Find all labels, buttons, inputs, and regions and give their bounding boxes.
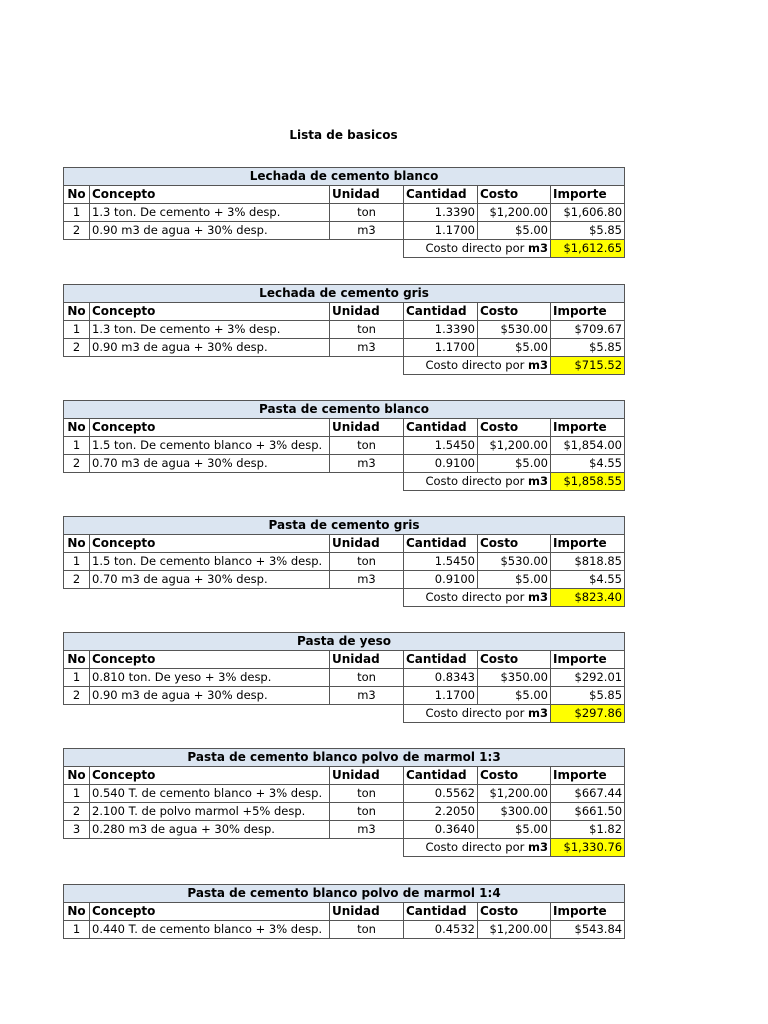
total-label-cell [404,357,551,375]
total-label-cell [404,839,551,857]
total-label: Costo directo por [425,840,525,854]
cell-cantidad: 0.5562 [404,785,478,803]
cell-unidad: m3 [330,687,404,705]
cell-no: 1 [64,321,90,339]
column-header-concepto: Concepto [90,535,330,553]
table-title: Pasta de cemento blanco polvo de marmol 1:4 [64,885,625,903]
column-header-costo: Costo [478,535,551,553]
cell-importe: $292.01 [551,669,625,687]
table-header-row [64,419,625,437]
cost-table [63,884,625,939]
column-header-cantidad: Cantidad [404,419,478,437]
cell-unidad: ton [330,553,404,571]
cell-concepto: 1.3 ton. De cemento + 3% desp. [90,204,330,222]
column-header-no: No [64,767,90,785]
total-label: Costo directo por [425,474,525,488]
total-spacer [64,473,404,491]
total-unit: m3 [528,840,548,854]
total-label-cell [404,473,551,491]
column-header-concepto: Concepto [90,903,330,921]
table-title-row [64,401,625,419]
total-row [64,473,625,491]
cost-table [63,284,625,375]
table-title-row [64,749,625,767]
column-header-concepto: Concepto [90,303,330,321]
total-value: $715.52 [551,357,625,375]
cell-no: 2 [64,222,90,240]
column-header-cantidad: Cantidad [404,651,478,669]
column-header-importe: Importe [551,303,625,321]
table-header-row [64,903,625,921]
total-spacer [64,240,404,258]
cell-importe: $818.85 [551,553,625,571]
cell-cantidad: 1.5450 [404,437,478,455]
table-row [64,687,625,705]
column-header-no: No [64,419,90,437]
cell-importe: $5.85 [551,687,625,705]
cell-concepto: 1.5 ton. De cemento blanco + 3% desp. [90,437,330,455]
total-unit: m3 [528,358,548,372]
cost-table [63,167,625,258]
cell-no: 2 [64,339,90,357]
column-header-costo: Costo [478,651,551,669]
cell-unidad: m3 [330,821,404,839]
table-title: Pasta de cemento blanco polvo de marmol 1:3 [64,749,625,767]
cell-concepto: 0.90 m3 de agua + 30% desp. [90,339,330,357]
cell-costo: $1,200.00 [478,785,551,803]
cell-no: 1 [64,785,90,803]
column-header-importe: Importe [551,535,625,553]
cell-cantidad: 1.1700 [404,687,478,705]
cell-unidad: ton [330,921,404,939]
total-label: Costo directo por [425,358,525,372]
cell-no: 2 [64,571,90,589]
table-row [64,204,625,222]
table-row [64,437,625,455]
cell-concepto: 0.280 m3 de agua + 30% desp. [90,821,330,839]
table-block [63,516,624,607]
cell-costo: $530.00 [478,553,551,571]
table-row [64,921,625,939]
cost-table [63,516,625,607]
cell-concepto: 0.90 m3 de agua + 30% desp. [90,222,330,240]
cell-cantidad: 0.4532 [404,921,478,939]
column-header-unidad: Unidad [330,186,404,204]
cell-costo: $350.00 [478,669,551,687]
total-spacer [64,589,404,607]
column-header-costo: Costo [478,186,551,204]
cell-unidad: m3 [330,339,404,357]
table-title-row [64,285,625,303]
cell-costo: $5.00 [478,455,551,473]
total-unit: m3 [528,241,548,255]
total-row [64,839,625,857]
table-title: Pasta de cemento gris [64,517,625,535]
cell-cantidad: 0.9100 [404,571,478,589]
table-row [64,321,625,339]
column-header-cantidad: Cantidad [404,186,478,204]
cell-no: 2 [64,687,90,705]
total-row [64,357,625,375]
table-row [64,821,625,839]
table-block [63,400,624,491]
column-header-costo: Costo [478,303,551,321]
cell-unidad: ton [330,803,404,821]
cell-importe: $5.85 [551,339,625,357]
total-value: $297.86 [551,705,625,723]
cell-cantidad: 0.8343 [404,669,478,687]
cell-importe: $4.55 [551,455,625,473]
column-header-concepto: Concepto [90,651,330,669]
table-row [64,803,625,821]
column-header-cantidad: Cantidad [404,535,478,553]
column-header-unidad: Unidad [330,303,404,321]
cell-importe: $661.50 [551,803,625,821]
cell-unidad: ton [330,204,404,222]
cell-no: 3 [64,821,90,839]
total-row [64,240,625,258]
total-unit: m3 [528,474,548,488]
column-header-importe: Importe [551,419,625,437]
total-value: $823.40 [551,589,625,607]
total-value: $1,858.55 [551,473,625,491]
column-header-unidad: Unidad [330,535,404,553]
cell-cantidad: 1.5450 [404,553,478,571]
total-spacer [64,705,404,723]
cell-unidad: ton [330,437,404,455]
cell-costo: $5.00 [478,687,551,705]
column-header-no: No [64,651,90,669]
cell-no: 2 [64,803,90,821]
table-title: Pasta de yeso [64,633,625,651]
column-header-costo: Costo [478,903,551,921]
table-header-row [64,535,625,553]
cell-importe: $5.85 [551,222,625,240]
total-unit: m3 [528,706,548,720]
table-block [63,632,624,723]
cell-importe: $1,854.00 [551,437,625,455]
column-header-no: No [64,186,90,204]
total-label-cell [404,240,551,258]
cell-importe: $1.82 [551,821,625,839]
cell-unidad: m3 [330,222,404,240]
cell-cantidad: 0.9100 [404,455,478,473]
cell-unidad: ton [330,785,404,803]
cell-importe: $709.67 [551,321,625,339]
cost-table [63,400,625,491]
cell-concepto: 2.100 T. de polvo marmol +5% desp. [90,803,330,821]
column-header-unidad: Unidad [330,651,404,669]
cell-cantidad: 2.2050 [404,803,478,821]
cell-no: 2 [64,455,90,473]
cell-cantidad: 1.1700 [404,222,478,240]
cell-concepto: 0.810 ton. De yeso + 3% desp. [90,669,330,687]
column-header-costo: Costo [478,419,551,437]
column-header-concepto: Concepto [90,186,330,204]
table-block [63,884,624,939]
column-header-unidad: Unidad [330,903,404,921]
total-label-cell [404,705,551,723]
column-header-unidad: Unidad [330,419,404,437]
column-header-concepto: Concepto [90,419,330,437]
table-row [64,553,625,571]
column-header-no: No [64,303,90,321]
column-header-cantidad: Cantidad [404,903,478,921]
column-header-costo: Costo [478,767,551,785]
total-label-cell [404,589,551,607]
cell-costo: $300.00 [478,803,551,821]
cost-table [63,632,625,723]
total-spacer [64,839,404,857]
table-header-row [64,767,625,785]
cell-no: 1 [64,669,90,687]
total-value: $1,330.76 [551,839,625,857]
column-header-cantidad: Cantidad [404,767,478,785]
table-row [64,785,625,803]
column-header-importe: Importe [551,186,625,204]
cell-costo: $530.00 [478,321,551,339]
cell-no: 1 [64,553,90,571]
table-block [63,167,624,258]
cell-concepto: 0.540 T. de cemento blanco + 3% desp. [90,785,330,803]
cell-costo: $5.00 [478,821,551,839]
cell-importe: $667.44 [551,785,625,803]
table-title-row [64,168,625,186]
total-row [64,705,625,723]
cell-unidad: m3 [330,571,404,589]
cell-concepto: 1.3 ton. De cemento + 3% desp. [90,321,330,339]
cell-no: 1 [64,437,90,455]
cell-importe: $4.55 [551,571,625,589]
cell-concepto: 0.90 m3 de agua + 30% desp. [90,687,330,705]
column-header-concepto: Concepto [90,767,330,785]
table-title: Lechada de cemento blanco [64,168,625,186]
cell-costo: $1,200.00 [478,437,551,455]
cell-costo: $5.00 [478,571,551,589]
column-header-no: No [64,903,90,921]
column-header-no: No [64,535,90,553]
cell-unidad: m3 [330,455,404,473]
total-label: Costo directo por [425,706,525,720]
cell-no: 1 [64,204,90,222]
table-row [64,669,625,687]
cell-concepto: 0.70 m3 de agua + 30% desp. [90,571,330,589]
total-unit: m3 [528,590,548,604]
total-label: Costo directo por [425,590,525,604]
table-row [64,222,625,240]
cell-concepto: 1.5 ton. De cemento blanco + 3% desp. [90,553,330,571]
table-title: Pasta de cemento blanco [64,401,625,419]
cell-cantidad: 1.3390 [404,321,478,339]
cell-concepto: 0.70 m3 de agua + 30% desp. [90,455,330,473]
cell-cantidad: 1.3390 [404,204,478,222]
table-header-row [64,303,625,321]
column-header-cantidad: Cantidad [404,303,478,321]
total-value: $1,612.65 [551,240,625,258]
column-header-importe: Importe [551,767,625,785]
table-row [64,339,625,357]
cell-importe: $543.84 [551,921,625,939]
table-title: Lechada de cemento gris [64,285,625,303]
column-header-importe: Importe [551,903,625,921]
column-header-importe: Importe [551,651,625,669]
cell-unidad: ton [330,321,404,339]
total-spacer [64,357,404,375]
table-title-row [64,633,625,651]
table-block [63,748,624,857]
cell-costo: $5.00 [478,222,551,240]
cell-cantidad: 0.3640 [404,821,478,839]
cell-costo: $5.00 [478,339,551,357]
table-block [63,284,624,375]
column-header-unidad: Unidad [330,767,404,785]
cost-table [63,748,625,857]
total-row [64,589,625,607]
cell-costo: $1,200.00 [478,204,551,222]
table-title-row [64,517,625,535]
cell-concepto: 0.440 T. de cemento blanco + 3% desp. [90,921,330,939]
table-row [64,571,625,589]
table-header-row [64,186,625,204]
table-row [64,455,625,473]
cell-no: 1 [64,921,90,939]
table-header-row [64,651,625,669]
cell-importe: $1,606.80 [551,204,625,222]
total-label: Costo directo por [425,241,525,255]
table-title-row [64,885,625,903]
cell-cantidad: 1.1700 [404,339,478,357]
cell-unidad: ton [330,669,404,687]
page-title: Lista de basicos [289,128,398,142]
cell-costo: $1,200.00 [478,921,551,939]
